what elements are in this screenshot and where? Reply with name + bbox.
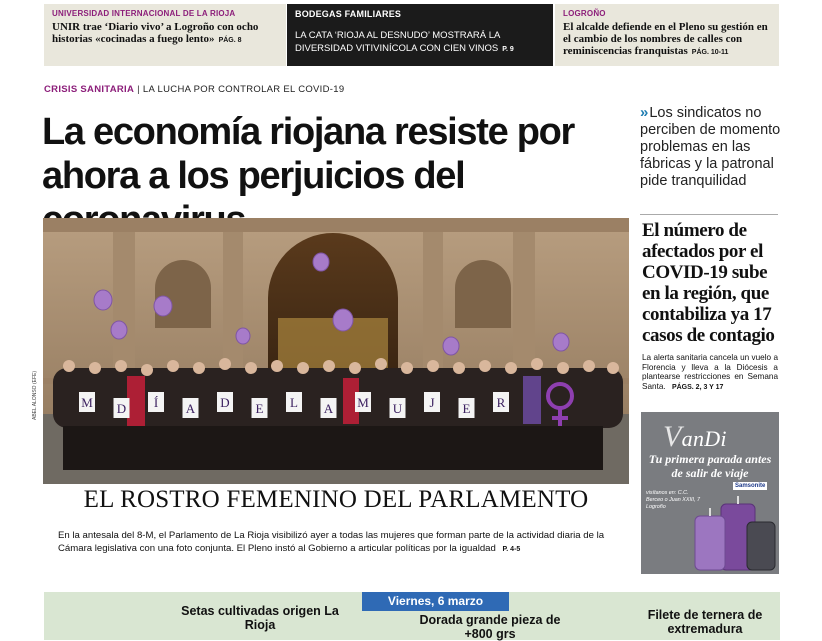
double-chevron-icon: »	[640, 104, 646, 121]
teaser-text: UNIR trae ‘Diario vivo’ a Logroño con ocho historias «cocinadas a fuego lento»	[52, 21, 259, 45]
main-headline[interactable]: La economía riojana resiste por ahora a los perjuicios del	[42, 111, 575, 197]
letter-card-text: A	[323, 401, 334, 416]
teaser-kicker: LOGROÑO	[563, 9, 606, 18]
teaser-text: LA CATA ‘RIOJA AL DESNUDO’ MOSTRARÁ LA DIVERSIDAD VITIVINÍCOLA CON CIEN VINOS	[295, 30, 500, 54]
photo-illustration	[43, 218, 629, 484]
photo-caption-text	[58, 529, 624, 556]
teaser-logrono[interactable]	[555, 4, 779, 66]
kicker-topic: LA LUCHA POR CONTROLAR EL COVID-19	[142, 84, 345, 95]
teaser-kicker: BODEGAS FAMILIARES	[295, 9, 402, 19]
divider	[640, 214, 778, 215]
ad-address: visítanos en: C.C. Berceo o Juan XXIII, 7 Logroño	[646, 490, 700, 510]
teaser-bodegas[interactable]	[287, 4, 553, 66]
photo-caption-title[interactable]: EL ROSTRO FEMENINO DEL PARLAMENTO	[83, 486, 589, 513]
logo-initial: V	[663, 420, 682, 453]
caption-page: P. 4-5	[502, 546, 521, 553]
letter-card-text: U	[392, 401, 403, 416]
side-brief-text: Los sindicatos no perciben de momento problemas en las fábricas y la patronal pide tranquilidad	[640, 105, 781, 189]
photo-credit: ABEL ALONSO (EFE)	[32, 371, 38, 420]
teaser-page: P. 9	[502, 46, 514, 53]
teaser-kicker: UNIVERSIDAD INTERNACIONAL DE LA RIOJA	[52, 9, 236, 18]
letter-card-text: M	[81, 395, 93, 410]
promo-date: Viernes, 6 marzo	[362, 592, 509, 611]
letter-card-text: Í	[153, 395, 159, 410]
samsonite-logo: Samsonite	[735, 483, 766, 489]
letter-card-text: D	[116, 401, 127, 416]
letter-card-text: A	[185, 401, 196, 416]
section-kicker	[44, 84, 344, 95]
letter-card-text: M	[357, 395, 369, 410]
letter-card-text: E	[255, 401, 264, 416]
teaser-page: PÁG. 10-11	[691, 49, 729, 56]
letter-card-text: L	[290, 395, 298, 410]
side-story-text: La alerta sanitaria cancela un vuelo a Florencia y lleva a la Diócesis a plantearse restricciones en Semana Santa.	[642, 353, 778, 391]
letter-card-text: J	[429, 395, 435, 410]
teaser-text: El alcalde defiende en el Pleno su gestión en el cambio de los nombres de calles con reminiscencias franquistas	[563, 21, 768, 57]
kicker-section: CRISIS SANITARIA	[44, 84, 135, 95]
caption-body: En la antesala del 8-M, el Parlamento de La Rioja visibilizó ayer a todas las mujeres que forman parte de la actividad diaria de la Cámara legislativa con una foto conjunta. El Pleno instó al Gobierno a articular políticas por la igualdad	[58, 530, 605, 554]
side-story-page: PÁGS. 2, 3 Y 17	[671, 383, 724, 391]
promo-item-ternera: Filete de ternera de extremadura	[647, 608, 763, 636]
side-story-summary	[642, 353, 778, 392]
parliament-photo[interactable]	[43, 218, 629, 484]
promo-item-setas: Setas cultivadas origen La Rioja	[181, 604, 339, 632]
letter-card-text: E	[462, 401, 471, 416]
letter-card-text: R	[496, 395, 506, 410]
logo-rest: anDi	[681, 426, 727, 451]
side-story-headline[interactable]: El número de afectados por el COVID-19 sube en la región, que contabiliza ya 17 casos de contagio	[642, 220, 775, 346]
side-brief[interactable]	[640, 104, 790, 190]
teaser-unir[interactable]	[44, 4, 286, 66]
promo-item-dorada: Dorada grande pieza de +800 grs	[419, 613, 561, 641]
vandi-advertisement[interactable]	[641, 412, 779, 574]
suitcases-image	[681, 494, 779, 574]
letter-card-text: D	[220, 395, 230, 410]
teaser-page: PÁG. 8	[218, 37, 242, 44]
ad-slogan: Tu primera parada antes de salir de viaje	[648, 452, 772, 480]
kicker-separator: |	[137, 84, 140, 95]
vandi-logo	[663, 420, 727, 454]
